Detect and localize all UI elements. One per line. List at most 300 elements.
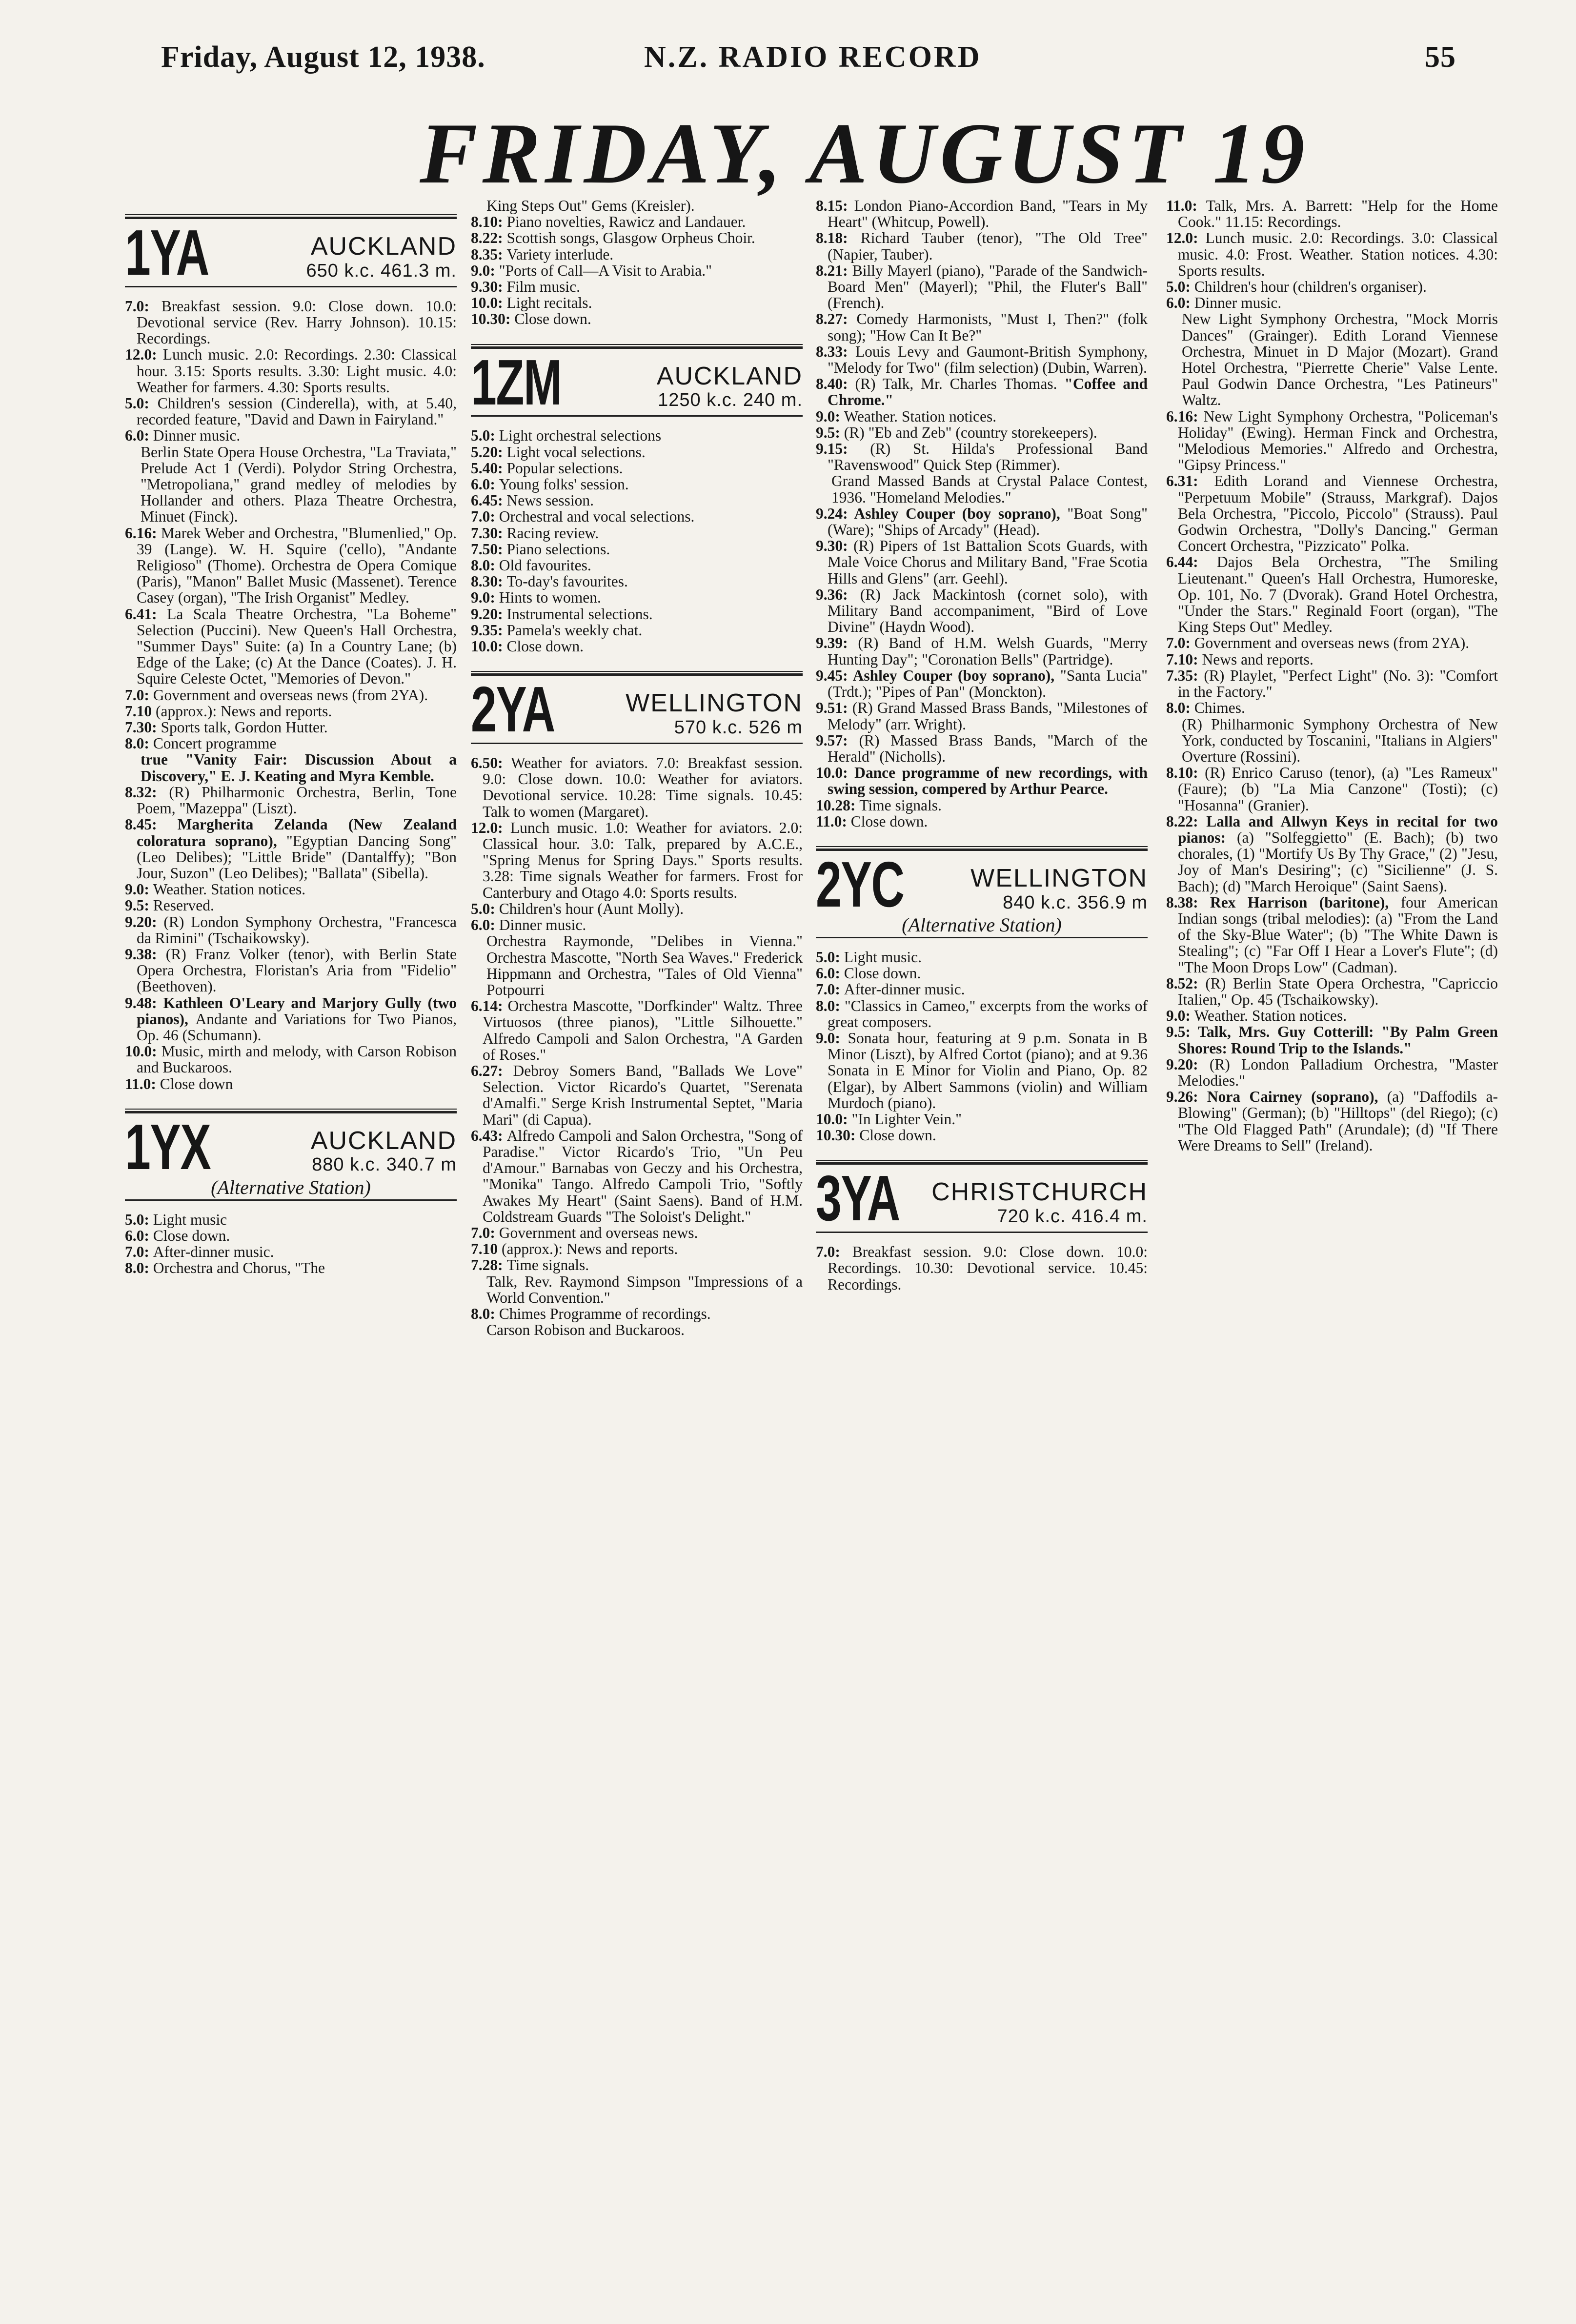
programme-time: 7.30: (125, 719, 161, 736)
station-city: WELLINGTON (626, 689, 803, 718)
station-alternative-label: (Alternative Station) (816, 917, 1148, 938)
programme-text: Light vocal selections. (506, 443, 646, 461)
programme-text: Lunch music. 1.0: Weather for aviators. 2.0: Classical hour. 3.0: Talk, prepared by A.C.E., "Spring Menus for Spring Days." Sports results. 3.28: Time signals Weather for farmers. Frost for Canterbury and Otago 4.0: Sports results. (483, 819, 803, 901)
programme-time: 8.0: (471, 1305, 499, 1322)
programme-time: 7.0: (125, 297, 162, 315)
programme-text: Grand Massed Bands at Crystal Palace Contest, 1936. "Homeland Melodies." (831, 472, 1148, 506)
page-title: FRIDAY, AUGUST 19 (420, 105, 1310, 202)
programme-highlight: "Coffee and Chrome." (828, 375, 1148, 409)
programme-text: Dajos Bela Orchestra, "The Smiling Lieutenant." Queen's Hall Orchestra, Humoreske, Op. 101, No. 7 (Dvorak). Grand Hotel Orchestra, "Under the Stars." Reginald Foort (organ), "The King Steps Out" Medley. (1178, 553, 1498, 636)
programme-text: Breakfast session. 9.0: Close down. 10.0: Devotional service (Rev. Harry Johnson). 10.15: Recordings. (137, 297, 457, 347)
programme-entry (471, 476, 803, 492)
programme-highlight: Talk, Mrs. Guy Cotterill: "By Palm Green Shores: Round Trip to the Islands." (1178, 1023, 1498, 1057)
programme-entry (125, 719, 457, 735)
programme-entry (471, 427, 803, 444)
programme-entry (125, 427, 457, 444)
programme-entry (1166, 295, 1498, 311)
programme-time: 9.30: (471, 278, 507, 296)
programme-text: Andante and Variations for Two Pianos, Op. 46 (Schumann). (137, 1010, 457, 1044)
programme-text: (R) Pipers of 1st Battalion Scots Guards, with Male Voice Chorus and Military Band, "Frae Scotia Hills and Glens" (arr. Geehl). (828, 537, 1148, 587)
programme-entry (816, 311, 1148, 343)
programme-time: 11.0: (125, 1075, 160, 1092)
programme-entry (471, 230, 803, 246)
programme-time: 8.0: (471, 557, 499, 574)
programme-text: Orchestra Raymonde, "Delibes in Vienna." Orchestra Mascotte, "North Sea Waves." Frederick Hippmann and Orchestra, "Tales of Old Vienna" Potpourri (486, 932, 803, 998)
page-number: 55 (1425, 40, 1456, 74)
programme-time: 9.30: (816, 537, 854, 555)
station-city: AUCKLAND (310, 232, 457, 261)
programme-text: (R) Massed Brass Bands, "March of the Herald" (Nicholls). (828, 731, 1148, 765)
station-callsign: 2YA (471, 673, 555, 746)
programme-text: London Piano-Accordion Band, "Tears in My Heart" (Whitcup, Powell). (828, 197, 1148, 231)
programme-time: 5.0: (471, 900, 499, 917)
programme-text: Children's hour (Aunt Molly). (499, 900, 684, 917)
programme-entry (816, 586, 1148, 635)
programme-time: 9.36: (816, 586, 860, 603)
programme-time: 8.52: (1166, 974, 1206, 992)
programme-text: Close down. (514, 310, 591, 328)
programme-entry (1166, 1056, 1498, 1089)
programme-time: 7.10 (125, 702, 156, 720)
programme-text: (R) Franz Volker (tenor), with Berlin State Opera Orchestra, Floristan's Aria from "Fidelio" (Beethoven). (137, 945, 457, 995)
programme-entry (471, 1241, 803, 1257)
programme-time: 10.0: (471, 294, 507, 312)
programme-time: 8.45: (125, 816, 178, 833)
programme-time: 9.5: (125, 897, 153, 914)
programme-entry (125, 1244, 457, 1260)
programme-text: (R) Jack Mackintosh (cornet solo), with Military Band accompaniment, "Bird of Love Divine" (Haydn Wood). (828, 586, 1148, 636)
programme-entry (471, 901, 803, 917)
programme-time: 10.30: (816, 1127, 860, 1144)
programme-time: 6.31: (1166, 472, 1214, 490)
programme-time: 8.0: (816, 997, 845, 1014)
programme-text: La Scala Theatre Orchestra, "La Boheme" Selection (Puccini). New Queen's Hall Orchestra, "Summer Days" Suite: (a) In a Country Lane; (b) Edge of the Lake; (c) At the Dance (Coates). J. H. Squire Celeste Octet, "Memories of Devon." (137, 605, 457, 687)
programme-text: (R) Playlet, "Perfect Light" (No. 3): "Comfort in the Factory." (1178, 667, 1498, 701)
station-callsign: 1YA (125, 217, 209, 288)
programme-entry (471, 525, 803, 541)
programme-text: Music, mirth and melody, with Carson Robison and Buckaroos. (137, 1043, 457, 1076)
programme-text: "Classics in Cameo," excerpts from the works of great composers. (828, 997, 1148, 1031)
programme-text: King Steps Out" Gems (Kreisler). (486, 197, 695, 214)
programme-text: (R) Philharmonic Orchestra, Berlin, Tone Poem, "Mazeppa" (Liszt). (137, 783, 457, 817)
programme-entry (471, 279, 803, 295)
programme-entry (816, 1244, 1148, 1293)
programme-entry (816, 965, 1148, 981)
programme-entry (125, 525, 457, 606)
programme-text: Close down. (153, 1227, 230, 1244)
programme-highlight: Nora Cairney (soprano), (1207, 1088, 1387, 1106)
programme-time: 10.0: (125, 1043, 162, 1060)
programme-text: Light recitals. (506, 294, 592, 312)
programme-text: Instrumental selections. (506, 605, 653, 623)
programme-text: Government and overseas news (from 2YA). (1194, 634, 1470, 652)
programme-entry (816, 635, 1148, 667)
station-city: CHRISTCHURCH (931, 1178, 1148, 1207)
programme-text: Comedy Harmonists, "Must I, Then?" (folk song); "How Can It Be?" (828, 310, 1148, 344)
programme-entry (125, 1076, 457, 1092)
programme-text: Weather. Station notices. (153, 881, 306, 898)
programme-time: 6.43: (471, 1127, 507, 1144)
programme-text: Carson Robison and Buckaroos. (486, 1321, 685, 1339)
programme-text: Light music. (844, 948, 922, 966)
programme-entry (471, 917, 803, 933)
programme-entry (125, 687, 457, 703)
programme-entry (471, 820, 803, 901)
programme-text: Weather. Station notices. (844, 407, 997, 425)
programme-entry (471, 246, 803, 263)
programme-time: 8.22: (471, 229, 507, 247)
programme-entry (471, 1063, 803, 1128)
programme-time: 9.0: (471, 589, 499, 606)
programme-time: 9.20: (471, 605, 507, 623)
programme-entry (125, 816, 457, 881)
programme-entry (471, 263, 803, 279)
programme-text: Debroy Somers Band, "Ballads We Love" Selection. Victor Ricardo's Quartet, "Serenata d'Amalfi." Serge Krish Instrumental Septet, "Maria Mari" (di Capua). (483, 1062, 803, 1128)
programme-text: Richard Tauber (tenor), "The Old Tree" (Napier, Tauber). (828, 229, 1148, 263)
programme-text: Light orchestral selections (499, 427, 662, 445)
programme-time: 8.0: (1166, 699, 1194, 717)
programme-entry (1166, 1008, 1498, 1024)
programme-time: 9.39: (816, 634, 858, 652)
programme-text: (R) Philharmonic Symphony Orchestra of New York, conducted by Toscanini, "Italians in Algiers" Overture (Rossini). (1182, 715, 1498, 765)
programme-entry (471, 508, 803, 525)
column-2 (471, 198, 803, 1338)
programme-entry (1166, 1024, 1498, 1056)
programme-time: 8.0: (125, 735, 153, 752)
programme-entry (1166, 975, 1498, 1008)
programme-entry (816, 505, 1148, 538)
programme-text: Sports talk, Gordon Hutter. (161, 719, 328, 736)
programme-entry (471, 1306, 803, 1322)
programme-text: Berlin State Opera House Orchestra, "La Traviata," Prelude Act 1 (Verdi). Polydor String Orchestra, "Metropoliana," grand medley of melodies by Hollander and others. Plaza Theatre Orchestra, Minuet (Finck). (141, 443, 457, 525)
programme-time: 10.0: (471, 638, 507, 655)
programme-text: Concert programme (153, 735, 277, 752)
programme-entry (1166, 198, 1498, 230)
station-header-1yx (125, 1101, 457, 1201)
programme-entry (471, 589, 803, 606)
programme-time: 7.0: (816, 1243, 852, 1261)
programme-entry (816, 667, 1148, 700)
programme-highlight: Ashley Couper (boy soprano), (854, 505, 1068, 522)
programme-continuation (816, 473, 1148, 505)
programme-time: 11.0: (1166, 197, 1206, 214)
programme-entry (471, 1128, 803, 1225)
programme-text: Light music (153, 1211, 227, 1228)
programme-time: 5.0: (125, 395, 158, 412)
programme-text: Marek Weber and Orchestra, "Blumenlied," Op. 39 (Lange). W. H. Squire ('cello), "Andante Religioso" (Thome). Orchestra de Opera Comique (Paris), "Manon" Ballet Music (Massenet). Terence Casey (organ), "The Irish Organist" Medley. (137, 524, 457, 606)
programme-time: 5.0: (471, 427, 499, 445)
programme-time: 8.0: (125, 1259, 153, 1277)
programme-time: 8.10: (1166, 764, 1205, 782)
programme-entry (125, 298, 457, 347)
programme-time: 10.0: (816, 764, 855, 782)
programme-time: 9.5: (1166, 1023, 1198, 1041)
programme-time: 8.32: (125, 783, 169, 801)
programme-time: 8.35: (471, 245, 507, 263)
programme-highlight: true (141, 751, 185, 768)
programme-text: Dinner music. (1194, 294, 1282, 312)
programme-entry (125, 735, 457, 751)
programme-time: 9.0: (1166, 1007, 1194, 1025)
programme-time: 6.16: (1166, 407, 1204, 425)
programme-entry (471, 606, 803, 622)
programme-text: Sonata hour, featuring at 9 p.m. Sonata in B Minor (Liszt), by Alfred Cortot (piano); and at 9.36 Sonata in E Minor for Violin and Piano, Op. 82 (Elgar), by Albert Sammons (violin) and William Murdoch (piano). (828, 1029, 1148, 1111)
programme-entry (816, 376, 1148, 408)
station-alternative-label: (Alternative Station) (125, 1179, 457, 1201)
programme-entry (816, 441, 1148, 473)
programme-text: Chimes Programme of recordings. (499, 1305, 711, 1322)
programme-continuation (471, 1322, 803, 1338)
programme-text: After-dinner music. (844, 981, 965, 998)
programme-entry (125, 703, 457, 719)
programme-entry (1166, 473, 1498, 554)
programme-entry (125, 995, 457, 1044)
programme-entry (816, 998, 1148, 1030)
programme-time: 8.30: (471, 573, 507, 590)
programme-time: 9.0: (125, 881, 153, 898)
programme-entry (471, 492, 803, 508)
programme-text: Young folks' session. (499, 476, 629, 493)
programme-entry (1166, 230, 1498, 279)
programme-entry (1166, 635, 1498, 651)
programme-entry (471, 295, 803, 311)
station-frequency: 650 k.c. 461.3 m. (306, 260, 457, 281)
programme-text: Weather. Station notices. (1194, 1007, 1347, 1025)
programme-entry (125, 346, 457, 395)
programme-text: Chimes. (1194, 699, 1245, 717)
programme-time: 9.51: (816, 699, 852, 717)
programme-entry (816, 1030, 1148, 1111)
programme-text: "In Lighter Vein." (851, 1110, 962, 1128)
programme-time: 9.57: (816, 731, 859, 749)
programme-continuation (471, 1273, 803, 1306)
programme-continuation (1166, 311, 1498, 408)
programme-entry (471, 444, 803, 460)
programme-entry (125, 1228, 457, 1244)
programme-time: 6.41: (125, 605, 167, 623)
programme-entry (125, 881, 457, 897)
programme-text: Weather for aviators. 7.0: Breakfast session. 9.0: Close down. 10.0: Weather for aviators. Devotional service. 10.28: Time signals. 10.45: Talk to women (Margaret). (483, 754, 803, 820)
station-city: WELLINGTON (970, 864, 1148, 892)
programme-entry (1166, 651, 1498, 667)
programme-time: 6.27: (471, 1062, 513, 1079)
programme-time: 8.15: (816, 197, 854, 214)
programme-text: (R) London Symphony Orchestra, "Francesca da Rimini" (Tschaikowsky). (137, 913, 457, 947)
programme-text: Orchestra Mascotte, "Dorfkinder" Waltz. Three Virtuosos (three pianos), "Little Silhouette." Alfredo Campoli and Salon Orchestra, "A Garden of Roses." (483, 997, 803, 1063)
programme-time: 8.10: (471, 213, 507, 231)
programme-text: New Light Symphony Orchestra, "Policeman's Holiday" (Ewing). Herman Finck and Orchestra, "Melodious Memories." Alfredo and Orchestra, "Gipsy Princess." (1178, 407, 1498, 474)
programme-text: Orchestral and vocal selections. (499, 508, 695, 525)
station-header-2ya (471, 663, 803, 744)
programme-time: 12.0: (471, 819, 510, 836)
programme-highlight: Margherita Zelanda (New Zealand coloratura soprano), (137, 816, 457, 849)
programme-entry (1166, 813, 1498, 894)
programme-time: 5.0: (1166, 278, 1194, 296)
programme-time: 7.28: (471, 1256, 507, 1274)
programme-time: 7.10 (471, 1240, 502, 1258)
programme-text: News and reports. (1202, 650, 1313, 668)
programme-time: 5.40: (471, 459, 507, 477)
programme-text: (R) Berlin State Opera Orchestra, "Capriccio Italien," Op. 45 (Tschaikowsky). (1178, 974, 1498, 1008)
programme-time: 9.0: (816, 1029, 848, 1047)
programme-time: 8.33: (816, 343, 855, 360)
programme-text: Close down. (844, 965, 921, 982)
programme-time: 9.26: (1166, 1088, 1207, 1106)
programme-text: Piano novelties, Rawicz and Landauer. (506, 213, 746, 231)
programme-time: 10.0: (816, 1110, 852, 1128)
programme-continuation (1166, 716, 1498, 765)
programme-entry (1166, 279, 1498, 295)
programme-time: 7.0: (816, 981, 844, 998)
programme-text: Variety interlude. (506, 245, 614, 263)
station-header-1ya (125, 206, 457, 287)
programme-entry (471, 1257, 803, 1273)
programme-entry (816, 813, 1148, 829)
programme-time: 8.27: (816, 310, 857, 328)
programme-text: (R) Grand Massed Brass Bands, "Milestones of Melody" (arr. Wright). (828, 699, 1148, 733)
programme-text: Close down (160, 1075, 233, 1092)
programme-text: Billy Mayerl (piano), "Parade of the Sandwich-Board Men" (Mayerl); "Phil, the Fluter's Ball" (French). (828, 262, 1148, 312)
programme-time: 9.48: (125, 994, 163, 1011)
programme-text: (R) "Eb and Zeb" (country storekeepers). (844, 424, 1097, 441)
programme-entry (125, 395, 457, 427)
programme-entry (1166, 700, 1498, 716)
programme-text: Lunch music. 2.0: Recordings. 3.0: Classical music. 4.0: Frost. Weather. Station notices. 4.30: Sports results. (1178, 229, 1498, 279)
programme-highlight: Kathleen O'Leary and Marjory Gully (two pianos), (137, 994, 457, 1028)
programme-time: 8.21: (816, 262, 852, 279)
programme-text: Reserved. (153, 897, 214, 914)
programme-time: 7.0: (125, 1243, 153, 1261)
programme-time: 7.0: (1166, 634, 1194, 652)
programme-time: 7.0: (471, 508, 499, 525)
programme-entry (471, 1225, 803, 1241)
programme-time: 6.0: (125, 1227, 153, 1244)
programme-time: 10.28: (816, 796, 860, 814)
programme-text: Racing review. (506, 524, 599, 542)
programme-entry (816, 1127, 1148, 1143)
programme-time: 9.45: (816, 667, 853, 684)
station-header-2yc (816, 838, 1148, 938)
programme-entry (471, 998, 803, 1063)
programme-time: 7.0: (125, 686, 153, 704)
programme-time: 6.0: (1166, 294, 1194, 312)
programme-text: Close down. (506, 638, 584, 655)
programme-text: News session. (506, 492, 594, 509)
programme-text: Time signals. (859, 796, 942, 814)
programme-time: 5.0: (816, 948, 844, 966)
programme-text: (R) London Palladium Orchestra, "Master Melodies." (1178, 1055, 1498, 1089)
programme-entry (1166, 765, 1498, 813)
programme-continuation (471, 198, 803, 214)
programme-time: 6.50: (471, 754, 511, 772)
station-city: AUCKLAND (656, 362, 803, 390)
programme-time: 9.20: (125, 913, 164, 930)
programme-time: 6.0: (471, 476, 499, 493)
station-frequency: 840 k.c. 356.9 m (1003, 892, 1148, 913)
programme-time: 8.40: (816, 375, 855, 393)
programme-time: 9.24: (816, 505, 854, 522)
station-header-3ya (816, 1152, 1148, 1233)
programme-text: After-dinner music. (153, 1243, 274, 1261)
programme-text: Children's hour (children's organiser). (1194, 278, 1427, 296)
programme-entry (816, 198, 1148, 230)
programme-text: Time signals. (506, 1256, 589, 1274)
programme-time: 12.0: (1166, 229, 1206, 247)
programme-continuation (125, 751, 457, 784)
programme-time: 6.14: (471, 997, 508, 1015)
programme-entry (816, 1111, 1148, 1127)
programme-entry (816, 765, 1148, 797)
programme-entry (1166, 1089, 1498, 1153)
programme-entry (471, 311, 803, 327)
issue-date: Friday, August 12, 1938. (161, 40, 485, 74)
programme-entry (471, 755, 803, 820)
programme-text: Close down. (850, 812, 928, 830)
programme-entry (125, 784, 457, 816)
programme-text: Talk, Mrs. A. Barrett: "Help for the Home Cook." 11.15: Recordings. (1178, 197, 1498, 231)
programme-text: (a) "Solfeggietto" (E. Bach); (b) two chorales, (1) "Mortify Us By Thy Grace," (2) "Jesu, Joy of Man's Desiring"; (c) "Sicilienne" (J. S. Bach); (d) "March Heroique" (Saint Saens). (1178, 829, 1498, 895)
programme-text: Dinner music. (153, 427, 241, 445)
programme-text: Old favourites. (499, 557, 591, 574)
programme-entry (1166, 894, 1498, 975)
programme-text: Popular selections. (506, 459, 623, 477)
column-3 (816, 198, 1148, 1293)
programme-entry (816, 797, 1148, 813)
programme-time: 8.22: (1166, 812, 1207, 830)
programme-entry (816, 263, 1148, 311)
programme-entry (125, 1043, 457, 1075)
programme-time: 7.30: (471, 524, 507, 542)
programme-time: 9.0: (471, 262, 499, 279)
publication-name: N.Z. RADIO RECORD (644, 40, 982, 74)
programme-entry (125, 1212, 457, 1228)
programme-text: Government and overseas news. (499, 1224, 698, 1241)
programme-time: 7.50: (471, 540, 507, 558)
programme-entry (471, 573, 803, 589)
station-callsign: 1YX (125, 1111, 211, 1183)
programme-time: 5.20: (471, 443, 507, 461)
programme-text: (R) Band of H.M. Welsh Guards, "Merry Hunting Day"; "Coronation Bells" (Partridge). (828, 634, 1148, 668)
programme-time: 9.5: (816, 424, 844, 441)
programme-time: 8.18: (816, 229, 861, 247)
programme-time: 6.44: (1166, 553, 1217, 571)
programme-text: (approx.): News and reports. (502, 1240, 678, 1258)
programme-time: 12.0: (125, 346, 163, 364)
station-callsign: 3YA (816, 1162, 900, 1234)
programme-entry (471, 622, 803, 638)
programme-text: Piano selections. (506, 540, 610, 558)
programme-highlight: Dance programme of new recordings, with swing session, compered by Arthur Pearce. (828, 764, 1148, 798)
column-1 (125, 198, 457, 1276)
programme-text: "Boat Song" (Ware); "Ships of Arcady" (Head). (828, 505, 1148, 539)
programme-text: Close down. (859, 1127, 936, 1144)
programme-time: 9.15: (816, 440, 870, 458)
programme-text: (R) Talk, Mr. Charles Thomas. (855, 375, 1057, 393)
programme-text: To-day's favourites. (506, 573, 628, 590)
programme-time: 10.30: (471, 310, 515, 328)
programme-entry (816, 424, 1148, 441)
programme-highlight: Rex Harrison (baritone), (1210, 893, 1401, 911)
programme-text: (a) "Daffodils a-Blowing" (German); (b) "Hilltops" (del Riego); (c) "The Old Flagged Path" (Arundale); (d) "If There Were Dreams to Sell" (Ireland). (1178, 1088, 1498, 1154)
programme-time: 5.0: (125, 1211, 153, 1228)
programme-entry (816, 230, 1148, 262)
station-frequency: 570 k.c. 526 m (674, 717, 803, 738)
programme-text: Edith Lorand and Viennese Orchestra, "Perpetuum Mobile" (Strauss, Markgraf). Dajos Bela Orchestra, "Piccolo, Piccolo" (Strauss). Paul Godwin Orchestra, "Dolly's Dancing." German Concert Orchestra, "Pizzicato" Polka. (1178, 472, 1498, 555)
programme-entry (1166, 408, 1498, 473)
programme-text: Lunch music. 2.0: Recordings. 2.30: Classical hour. 3.15: Sports results. 3.30: Light music. 4.0: Weather for farmers. 4.30: Sports results. (137, 346, 457, 396)
programme-time: 7.0: (471, 1224, 499, 1241)
station-city: AUCKLAND (310, 1126, 457, 1155)
